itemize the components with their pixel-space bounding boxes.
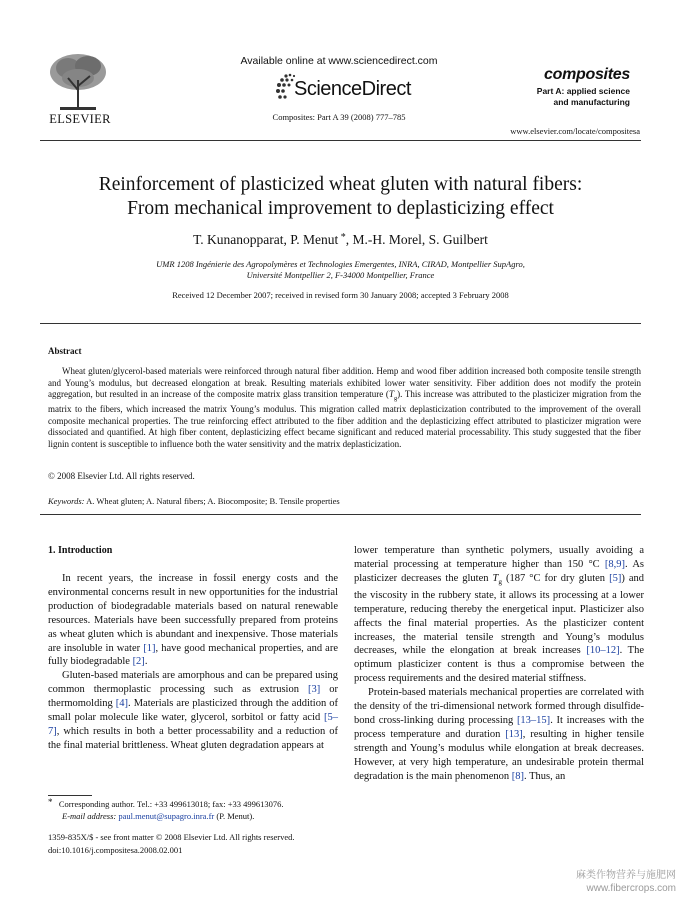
citation-link[interactable]: [13] <box>505 728 523 740</box>
watermark <box>496 869 676 895</box>
text-run: In recent years, the increase in fossil energy costs and the environmental concerns result in new opportunities for the industrial production of biodegradable materials based on natural renewable resources. Materials have been successfully prepared from proteins as wheat gluten which is abundant and inexpensive. Those materials are insoluble in water <box>48 573 338 654</box>
footnote-contact: Corresponding author. Tel.: +33 499613018; fax: +33 499613076. <box>58 799 284 809</box>
left-column <box>48 572 338 753</box>
citation-link[interactable]: [2] <box>132 656 145 668</box>
affiliation-line-1: UMR 1208 Ingénierie des Agropolymères et Technologies Emergentes, INRA, CIRAD, Montpellier SupAgro, <box>156 259 525 269</box>
journal-subtitle-line-2: and manufacturing <box>553 97 630 107</box>
citation-link[interactable]: [8] <box>511 770 525 782</box>
email-suffix: (P. Menut). <box>214 811 255 821</box>
citation-link[interactable]: [10–12] <box>586 645 620 657</box>
journal-subtitle <box>532 86 630 108</box>
title-line-2: From mechanical improvement to deplasticizing effect <box>127 198 554 219</box>
intro-paragraph-continued <box>354 544 644 686</box>
affiliation <box>40 259 641 281</box>
title-line-1: Reinforcement of plasticized wheat gluten with natural fibers: <box>98 174 583 195</box>
journal-homepage-link[interactable]: www.elsevier.com/locate/compositesa <box>510 126 640 136</box>
abstract-text-part-1: Wheat gluten/glycerol-based materials were reinforced through natural fiber addition. Hemp and wood fiber addition increased both composite tensile strength and Young’s modulus, but decreased elongation at break. Resulting materials exhibited lower water sensitivity. Fiber addition does not modify the protein aggregation, but resulted in an increase of the composite matrix glass transition temperature ( <box>48 366 641 399</box>
right-column <box>354 544 644 784</box>
citation-link[interactable]: [8,9] <box>604 558 626 570</box>
issn-line: 1359-835X/$ - see front matter © 2008 Elsevier Ltd. All rights reserved. <box>48 832 295 842</box>
publisher-name: ELSEVIER <box>49 112 111 126</box>
article-title <box>40 173 641 221</box>
citation-link[interactable]: [4] <box>115 698 129 710</box>
footnote <box>48 796 348 822</box>
footnote-star: * <box>48 797 53 807</box>
header-rule <box>40 140 641 141</box>
abstract-heading: Abstract <box>48 346 82 356</box>
abstract-copyright: © 2008 Elsevier Ltd. All rights reserved. <box>48 471 195 481</box>
corresponding-author-marker[interactable]: * <box>338 232 346 243</box>
citation-link[interactable]: [5–7] <box>48 712 338 737</box>
text-run: (187 °C for dry gluten <box>502 572 610 584</box>
available-online-text: Available online at www.sciencedirect.com <box>240 55 438 67</box>
section-heading-introduction: 1. Introduction <box>48 545 113 556</box>
issn-doi-block <box>48 831 295 856</box>
keywords <box>48 496 340 506</box>
text-run: Gluten-based materials are amorphous and can be prepared using common thermoplastic processing such as extrusion <box>48 670 338 696</box>
journal-reference: Composites: Part A 39 (2008) 777–785 <box>272 112 406 122</box>
citation-link[interactable]: [3] <box>307 684 321 696</box>
text-run: . <box>144 656 148 668</box>
author-list <box>40 232 641 248</box>
tg-symbol: T <box>388 389 394 399</box>
watermark-line-2: www.fibercrops.com <box>586 883 676 894</box>
abstract-text-part-2: ). This increase was attributed to the plasticizer migration from the matrix to the fibers, which increased the matrix Young’s modulus. This migration called matrix deplasticization contributed to the improvement of the overall composite mechanical properties. The true reinforcing effect attributed to the fiber addition and the deplasticizing effect attributed to plasticizer migration were dissociated and quantified. At high fiber content, deplasticizing effect became significant and reduced material processability. This study suggested that the fiber lignin content is susceptible to influence both the water sensitivity and the matrix deplasticization. <box>48 389 641 449</box>
text-run: , which results in both a better processability and a reduction of the final material brittleness. Wheat gluten degradation appears at <box>48 725 338 751</box>
intro-paragraph-1 <box>48 572 338 669</box>
text-run: . Materials are plasticized through the addition of small polar molecule like water, glycerol, sorbitol or fatty acid <box>48 698 338 724</box>
text-run: . The optimum plasticizer content is thus a compromise between the process requirements and the desired material stiffness. <box>354 645 644 685</box>
sciencedirect-wordmark: ScienceDirect <box>294 78 411 100</box>
citation-link[interactable]: [13–15] <box>516 714 551 726</box>
intro-paragraph-3 <box>354 686 644 783</box>
intro-paragraph-2 <box>48 669 338 752</box>
authors-part-2: , M.-H. Morel, S. Guilbert <box>345 232 488 247</box>
text-run: . As plasticizer decreases the gluten <box>354 558 644 584</box>
received-dates: Received 12 December 2007; received in revised form 30 January 2008; accepted 3 February 2008 <box>172 290 509 300</box>
sciencedirect-logo[interactable] <box>250 70 440 104</box>
text-run: ) and the viscosity in the rubbery state, it allows its processing at a lower temperature, reducing thereby the energetical input. Plasticizer also affects the final material properties. As the plasticizer content increases, the material tensile strength and Young’s modulus decreases, while the elongation at break increases <box>354 572 645 657</box>
abstract-top-rule <box>40 323 641 324</box>
doi-line[interactable]: doi:10.1016/j.compositesa.2008.02.001 <box>48 844 183 855</box>
tg-subscript: g <box>393 394 398 402</box>
text-run: . Thus, an <box>524 770 566 782</box>
email-link[interactable]: paul.menut@supagro.inra.fr <box>118 811 215 821</box>
citation-link[interactable]: [1] <box>143 642 156 654</box>
email-label: E-mail address: <box>62 811 117 821</box>
footnote-email-line <box>48 810 348 822</box>
journal-subtitle-line-1: Part A: applied science <box>536 86 630 96</box>
abstract-bottom-rule <box>40 514 641 515</box>
text-run: lower temperature than synthetic polymers, usually avoiding a material processing at temperature higher than 150 °C <box>354 545 644 570</box>
text-run: . It increases with the process temperature and duration <box>354 714 644 740</box>
affiliation-line-2: Université Montpellier 2, F-34000 Montpellier, France <box>246 270 435 280</box>
tg-symbol: T <box>492 572 499 584</box>
journal-logo: composites <box>544 66 630 83</box>
citation-link[interactable]: [5] <box>609 572 622 584</box>
abstract-text <box>48 366 641 450</box>
text-run: , resulting in higher tensile strength and Young’s modulus while elongation at break decreases. However, at very high temperature, an undesirable protein thermal degradation is the main phenomenon <box>354 728 644 782</box>
watermark-line-1: 麻类作物营养与施肥网 <box>576 870 676 881</box>
text-run: or thermomolding <box>48 684 338 710</box>
text-run: Protein-based materials mechanical properties are correlated with the density of the tri-dimensional network formed through disulfide-bond cross-linking during processing <box>354 687 644 726</box>
tg-subscript: g <box>498 576 503 586</box>
keywords-list: A. Wheat gluten; A. Natural fibers; A. Biocomposite; B. Tensile properties <box>84 496 340 506</box>
keywords-label: Keywords: <box>48 496 85 506</box>
footnote-corresponding-author <box>48 796 348 810</box>
authors-part-1: T. Kunanopparat, P. Menut <box>193 232 339 247</box>
text-run: , have good mechanical properties, and are fully biodegradable <box>48 642 338 668</box>
